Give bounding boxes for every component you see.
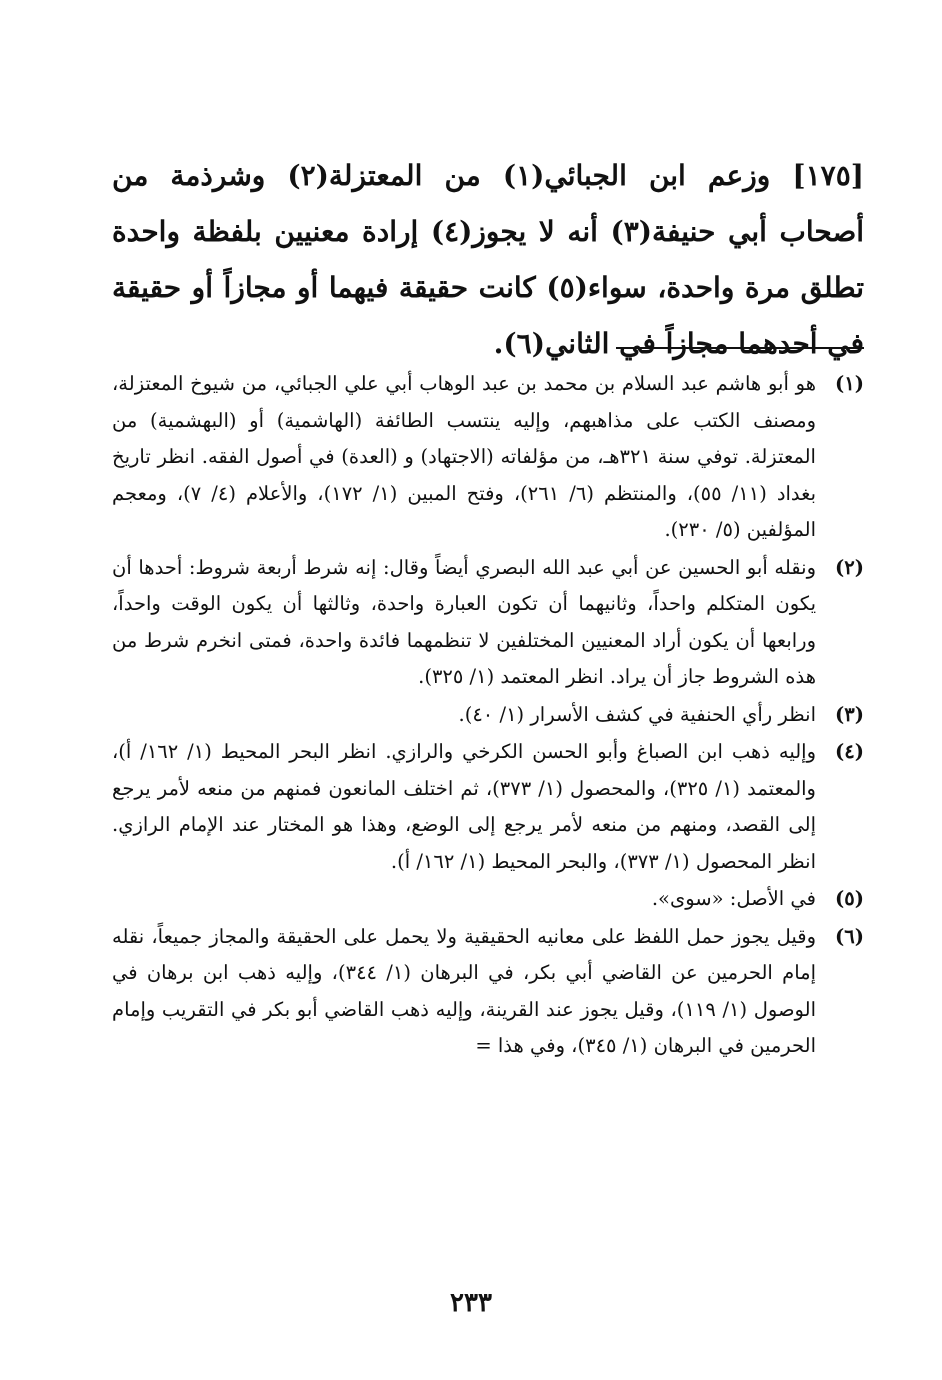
footnote-number: (٤) — [835, 740, 864, 763]
footnote-text: انظر رأي الحنفية في كشف الأسرار (١/ ٤٠). — [458, 702, 816, 726]
page-number: ٢٣٣ — [450, 1288, 492, 1318]
footnote-4 — [112, 734, 864, 880]
footnote-3 — [112, 697, 864, 734]
footnote-number: (٥) — [835, 887, 864, 910]
footnotes-list — [112, 366, 864, 1066]
footnote-6 — [112, 919, 864, 1065]
footnote-text: ونقله أبو الحسين عن أبي عبد الله البصري أيضاً وقال: إنه شرط أربعة شروط: أحدها أن يكون المتكلم واحداً، وثانيهما أن تكون العبارة واحدة، وثالثها أن يكون الوقت واحداً، ورابعها أن يكون أراد المعنيين المختلفين لا تنظمهما فائدة واحدة، فمتى انخرم شرط من هذه الشروط جاز أن يراد. انظر المعتمد (١/ ٣٢٥). — [112, 555, 816, 688]
footnote-number: (١) — [835, 372, 864, 395]
main-paragraph-text: [١٧٥] وزعم ابن الجبائي(١) من المعتزلة(٢) وشرذمة من أصحاب أبي حنيفة(٣) أنه لا يجوز(٤) إرادة معنيين بلفظة واحدة تطلق مرة واحدة، سواء(٥) كانت حقيقة فيهما أو مجازاً أو حقيقة في أحدهما مجازاً في الثاني(٦). — [112, 159, 864, 360]
footnote-text: هو أبو هاشم عبد السلام بن محمد بن عبد الوهاب أبي علي الجبائي، من شيوخ المعتزلة، ومصنف الكتب على مذاهبهم، وإليه ينتسب الطائفة (الهاشمية) أو (البهشمية) من المعتزلة. توفي سنة ٣٢١هـ، من مؤلفاته (الاجتهاد) و (العدة) في أصول الفقه. انظر تاريخ بغداد (١١/ ٥٥)، والمنتظم (٦/ ٢٦١)، وفتح المبين (١/ ١٧٢)، والأعلام (٤/ ٧)، ومعجم المؤلفين (٥/ ٢٣٠). — [112, 372, 816, 541]
footnote-number: (٦) — [835, 924, 864, 948]
footnote-2 — [112, 550, 864, 696]
footnote-text: وإليه ذهب ابن الصباغ وأبو الحسن الكرخي والرازي. انظر البحر المحيط (١/ ١٦٢/ أ)، والمعتمد (١/ ٣٢٥)، والمحصول (١/ ٣٧٣)، ثم اختلف المانعون فمنهم من منعه لأمر يرجع إلى القصد، ومنهم من منعه لأمر يرجع إلى الوضع، وهذا هو المختار عند الإمام الرازي. انظر المحصول (١/ ٣٧٣)، والبحر المحيط (١/ ١٦٢/ أ). — [112, 740, 816, 873]
main-paragraph — [112, 148, 864, 372]
footnote-number: (٣) — [835, 702, 864, 726]
footnote-number: (٢) — [835, 555, 864, 579]
footnote-5 — [112, 881, 864, 918]
footnote-text: في الأصل: «سوى». — [651, 887, 816, 910]
footnote-text: وقيل يجوز حمل اللفظ على معانيه الحقيقية ولا يحمل على الحقيقة والمجاز جميعاً، نقله إمام الحرمين عن القاضي أبي بكر، في البرهان (١/ ٣٤٤)، وإليه ذهب ابن برهان في الوصول (١/ ١١٩)، وقيل يجوز عند القرينة، وإليه ذهب القاضي أبو بكر في التقريب وإمام الحرمين في البرهان (١/ ٣٤٥)، وفي هذا = — [112, 919, 816, 1065]
footnote-separator — [616, 347, 864, 349]
footnote-1 — [112, 366, 864, 549]
